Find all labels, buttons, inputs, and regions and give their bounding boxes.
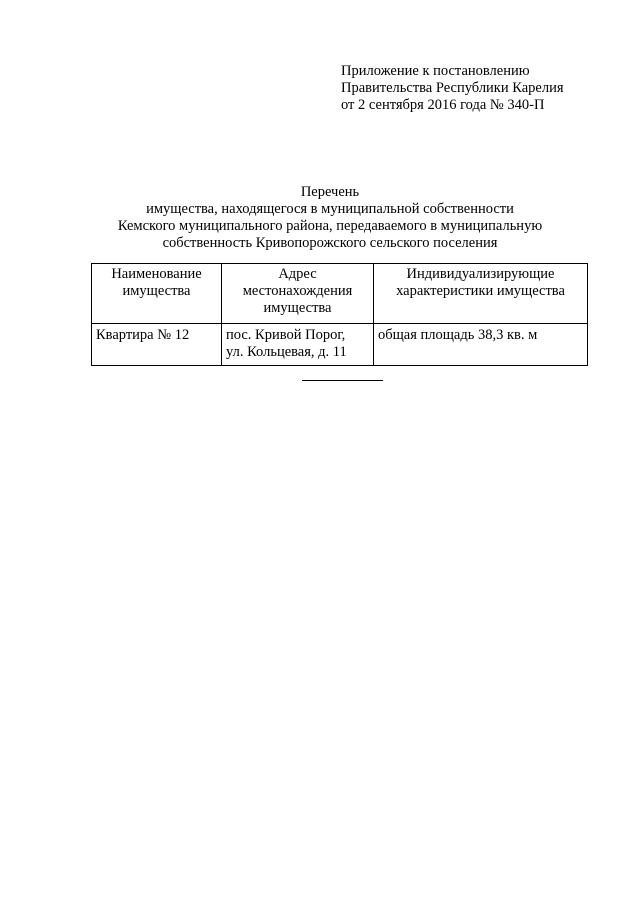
header-text: имущества <box>263 300 332 316</box>
end-divider <box>302 380 383 381</box>
appendix-note <box>341 63 621 114</box>
property-table <box>91 263 588 366</box>
header-property-name <box>92 264 222 324</box>
title-line: собственность Кривопорожского сельского поселения <box>162 235 498 251</box>
header-text: Наименование <box>111 266 202 282</box>
header-text: Адрес <box>278 266 317 282</box>
appendix-line: от 2 сентября 2016 года № 340-П <box>341 97 545 113</box>
cell-property-name: Квартира № 12 <box>92 324 222 366</box>
header-text: местонахождения <box>242 283 353 299</box>
header-text: Индивидуализирующие <box>406 266 555 282</box>
appendix-line: Правительства Республики Карелия <box>341 80 564 96</box>
header-address <box>222 264 374 324</box>
table-header-row <box>92 264 588 324</box>
document-title <box>80 184 580 252</box>
header-text: характеристики имущества <box>396 283 565 299</box>
cell-address <box>222 324 374 366</box>
header-characteristics <box>374 264 588 324</box>
header-text: имущества <box>122 283 191 299</box>
table-row <box>92 324 588 366</box>
title-line: Кемского муниципального района, передаваемого в муниципальную <box>117 218 543 234</box>
appendix-line: Приложение к постановлению <box>341 63 530 79</box>
title-heading: Перечень <box>300 184 360 200</box>
address-line: пос. Кривой Порог, <box>226 327 346 343</box>
address-line: ул. Кольцевая, д. 11 <box>226 344 347 360</box>
title-line: имущества, находящегося в муниципальной собственности <box>146 201 514 217</box>
cell-characteristics: общая площадь 38,3 кв. м <box>374 324 588 366</box>
